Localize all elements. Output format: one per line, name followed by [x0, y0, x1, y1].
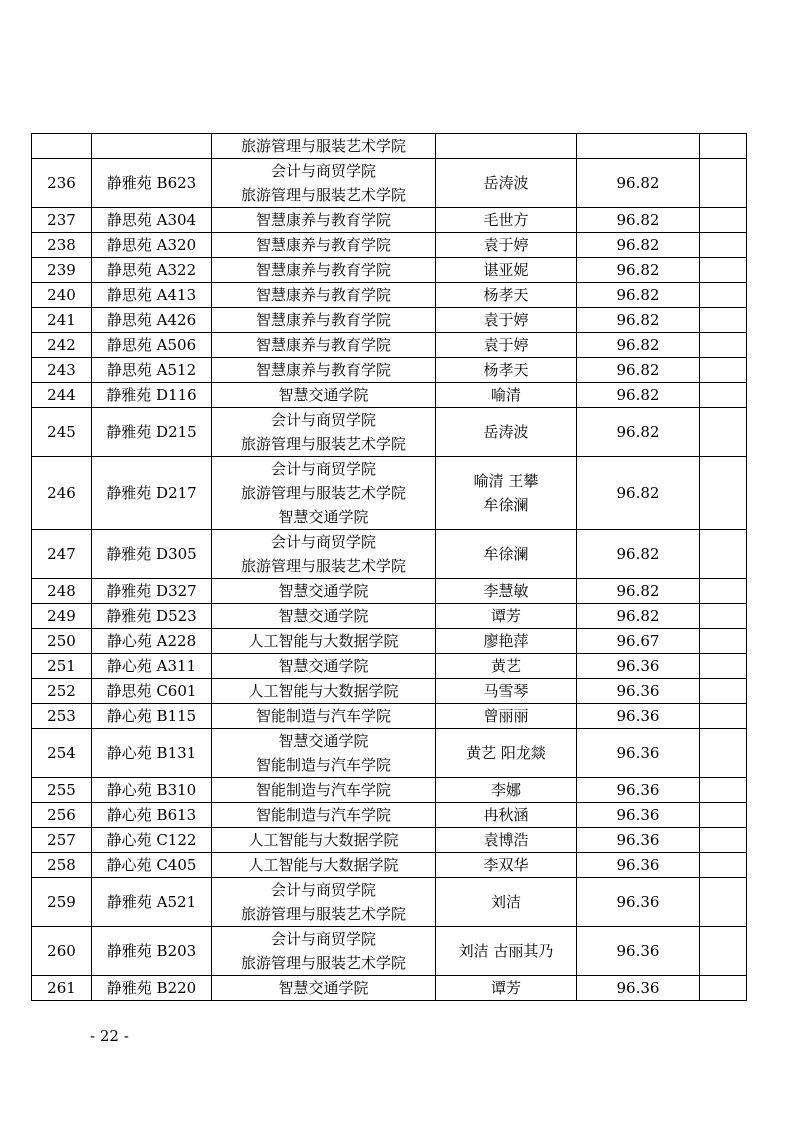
- dorm-room-cell: 静雅苑 D116: [92, 383, 212, 408]
- responsible-person-cell: [436, 159, 577, 208]
- responsible-person-cell-line: 袁于婷: [483, 236, 529, 254]
- college-cell-line: 人工智能与大数据学院: [248, 831, 399, 849]
- row-number-cell: 252: [32, 679, 92, 704]
- remark-cell: [700, 333, 747, 358]
- remark-cell: [700, 233, 747, 258]
- college-cell-line: 会计与商贸学院: [270, 881, 376, 899]
- score-cell: 96.82: [577, 333, 700, 358]
- score-cell: 96.36: [577, 828, 700, 853]
- college-cell: [212, 853, 436, 878]
- responsible-person-cell: [436, 803, 577, 828]
- college-cell-line: 会计与商贸学院: [270, 930, 376, 948]
- row-number-cell: [32, 134, 92, 159]
- dorm-room-cell: 静心苑 A311: [92, 654, 212, 679]
- college-cell-line: 旅游管理与服装艺术学院: [240, 137, 406, 155]
- remark-cell: [700, 308, 747, 333]
- responsible-person-cell: [436, 258, 577, 283]
- responsible-person-cell-line: 黄艺 阳龙燚: [466, 744, 546, 762]
- dorm-room-cell: 静雅苑 B623: [92, 159, 212, 208]
- responsible-person-cell: [436, 358, 577, 383]
- dorm-room-cell: 静雅苑 B220: [92, 976, 212, 1001]
- dorm-room-cell: [92, 134, 212, 159]
- row-number-cell: 259: [32, 878, 92, 927]
- score-cell: 96.36: [577, 878, 700, 927]
- college-cell-line: 会计与商贸学院: [270, 411, 376, 429]
- responsible-person-cell-line: 牟徐澜: [483, 545, 529, 563]
- dorm-room-cell: 静心苑 C122: [92, 828, 212, 853]
- dorm-room-cell: 静心苑 C405: [92, 853, 212, 878]
- college-cell: [212, 654, 436, 679]
- score-cell: 96.36: [577, 704, 700, 729]
- table-row: [32, 927, 747, 976]
- college-cell-line: 智能制造与汽车学院: [255, 707, 391, 725]
- dorm-room-cell: 静雅苑 A521: [92, 878, 212, 927]
- college-cell-line: 人工智能与大数据学院: [248, 682, 399, 700]
- college-cell: [212, 976, 436, 1001]
- responsible-person-cell: [436, 704, 577, 729]
- responsible-person-cell-line: 曾丽丽: [483, 707, 529, 725]
- score-cell: 96.36: [577, 729, 700, 778]
- remark-cell: [700, 134, 747, 159]
- dorm-room-cell: 静思苑 A512: [92, 358, 212, 383]
- responsible-person-cell-line: 刘洁: [490, 893, 521, 911]
- college-cell-line: 智慧康养与教育学院: [255, 361, 391, 379]
- dorm-room-cell: 静雅苑 D327: [92, 579, 212, 604]
- college-cell: [212, 159, 436, 208]
- score-cell: 96.36: [577, 803, 700, 828]
- college-cell-line: 智慧交通学院: [278, 582, 369, 600]
- table-row: [32, 233, 747, 258]
- college-cell-line: 智慧交通学院: [278, 386, 369, 404]
- college-cell-line: 人工智能与大数据学院: [248, 856, 399, 874]
- college-cell: [212, 333, 436, 358]
- row-number-cell: 244: [32, 383, 92, 408]
- score-cell: 96.36: [577, 654, 700, 679]
- college-cell-line: 智慧康养与教育学院: [255, 261, 391, 279]
- row-number-cell: 257: [32, 828, 92, 853]
- college-cell: [212, 878, 436, 927]
- dorm-room-cell: 静思苑 A413: [92, 283, 212, 308]
- table-row: [32, 258, 747, 283]
- responsible-person-cell-line: 杨孝天: [483, 286, 529, 304]
- responsible-person-cell: [436, 828, 577, 853]
- college-cell: [212, 629, 436, 654]
- score-cell: [577, 134, 700, 159]
- table-row: [32, 803, 747, 828]
- page-number: - 22 -: [90, 1027, 129, 1045]
- college-cell: [212, 679, 436, 704]
- dorm-room-cell: 静思苑 A320: [92, 233, 212, 258]
- college-cell-line: 旅游管理与服装艺术学院: [240, 905, 406, 923]
- table-row: [32, 853, 747, 878]
- dorm-room-cell: 静思苑 A304: [92, 208, 212, 233]
- row-number-cell: 250: [32, 629, 92, 654]
- table-row: [32, 383, 747, 408]
- remark-cell: [700, 679, 747, 704]
- responsible-person-cell-line: 杨孝天: [483, 361, 529, 379]
- remark-cell: [700, 803, 747, 828]
- responsible-person-cell-line: 谌亚妮: [483, 261, 529, 279]
- row-number-cell: 246: [32, 457, 92, 530]
- responsible-person-cell-line: 李双华: [483, 856, 529, 874]
- dorm-room-cell: 静心苑 B115: [92, 704, 212, 729]
- remark-cell: [700, 283, 747, 308]
- row-number-cell: 255: [32, 778, 92, 803]
- responsible-person-cell-line: 谭芳: [490, 979, 521, 997]
- responsible-person-cell-line: 毛世方: [483, 211, 529, 229]
- row-number-cell: 243: [32, 358, 92, 383]
- remark-cell: [700, 927, 747, 976]
- remark-cell: [700, 629, 747, 654]
- dorm-room-cell: 静思苑 C601: [92, 679, 212, 704]
- table-row: [32, 579, 747, 604]
- dorm-room-cell: 静雅苑 D523: [92, 604, 212, 629]
- college-cell-line: 智慧交通学院: [278, 979, 369, 997]
- responsible-person-cell-line: 牟徐澜: [483, 496, 529, 514]
- remark-cell: [700, 604, 747, 629]
- responsible-person-cell: [436, 233, 577, 258]
- college-cell: [212, 258, 436, 283]
- table-row: [32, 654, 747, 679]
- dorm-room-cell: 静心苑 A228: [92, 629, 212, 654]
- college-cell-line: 旅游管理与服装艺术学院: [240, 484, 406, 502]
- college-cell-line: 智慧康养与教育学院: [255, 311, 391, 329]
- remark-cell: [700, 258, 747, 283]
- college-cell-line: 旅游管理与服装艺术学院: [240, 435, 406, 453]
- college-cell: [212, 457, 436, 530]
- dorm-room-cell: 静雅苑 D215: [92, 408, 212, 457]
- college-cell-line: 旅游管理与服装艺术学院: [240, 954, 406, 972]
- college-cell-line: 智慧交通学院: [278, 508, 369, 526]
- table-row: [32, 530, 747, 579]
- remark-cell: [700, 208, 747, 233]
- college-cell: [212, 927, 436, 976]
- row-number-cell: 242: [32, 333, 92, 358]
- table-row: [32, 333, 747, 358]
- responsible-person-cell: [436, 134, 577, 159]
- responsible-person-cell-line: 袁于婷: [483, 336, 529, 354]
- responsible-person-cell-line: 李娜: [490, 781, 521, 799]
- college-cell: [212, 134, 436, 159]
- responsible-person-cell-line: 黄艺: [490, 657, 521, 675]
- remark-cell: [700, 530, 747, 579]
- dorm-room-cell: 静思苑 A506: [92, 333, 212, 358]
- table-row: [32, 828, 747, 853]
- college-cell-line: 智慧交通学院: [278, 732, 369, 750]
- remark-cell: [700, 878, 747, 927]
- score-cell: 96.82: [577, 308, 700, 333]
- dorm-room-cell: 静思苑 A322: [92, 258, 212, 283]
- dorm-room-cell: 静心苑 B613: [92, 803, 212, 828]
- score-cell: 96.82: [577, 258, 700, 283]
- remark-cell: [700, 408, 747, 457]
- college-cell-line: 智慧康养与教育学院: [255, 286, 391, 304]
- table-row: [32, 679, 747, 704]
- dorm-room-cell: 静心苑 B310: [92, 778, 212, 803]
- college-cell-line: 会计与商贸学院: [270, 162, 376, 180]
- college-cell-line: 智慧康养与教育学院: [255, 211, 391, 229]
- row-number-cell: 248: [32, 579, 92, 604]
- score-cell: 96.82: [577, 408, 700, 457]
- table-body: [32, 134, 747, 1001]
- remark-cell: [700, 729, 747, 778]
- row-number-cell: 261: [32, 976, 92, 1001]
- responsible-person-cell: [436, 383, 577, 408]
- table-row: [32, 159, 747, 208]
- responsible-person-cell: [436, 976, 577, 1001]
- responsible-person-cell: [436, 283, 577, 308]
- row-number-cell: 256: [32, 803, 92, 828]
- score-cell: 96.36: [577, 778, 700, 803]
- remark-cell: [700, 654, 747, 679]
- college-cell: [212, 383, 436, 408]
- row-number-cell: 251: [32, 654, 92, 679]
- table-row: [32, 704, 747, 729]
- score-cell: 96.36: [577, 976, 700, 1001]
- score-cell: 96.82: [577, 579, 700, 604]
- college-cell: [212, 408, 436, 457]
- responsible-person-cell-line: 马雪琴: [483, 682, 529, 700]
- responsible-person-cell: [436, 927, 577, 976]
- remark-cell: [700, 778, 747, 803]
- responsible-person-cell-line: 廖艳萍: [483, 632, 529, 650]
- table-row: [32, 208, 747, 233]
- college-cell: [212, 283, 436, 308]
- college-cell-line: 智慧交通学院: [278, 657, 369, 675]
- dorm-room-cell: 静思苑 A426: [92, 308, 212, 333]
- college-cell: [212, 604, 436, 629]
- responsible-person-cell: [436, 333, 577, 358]
- dorm-room-cell: 静雅苑 D305: [92, 530, 212, 579]
- college-cell: [212, 530, 436, 579]
- responsible-person-cell-line: 岳涛波: [483, 423, 529, 441]
- score-cell: 96.82: [577, 159, 700, 208]
- remark-cell: [700, 383, 747, 408]
- college-cell-line: 智能制造与汽车学院: [255, 756, 391, 774]
- score-cell: 96.82: [577, 383, 700, 408]
- table-row: [32, 729, 747, 778]
- dorm-room-cell: 静雅苑 D217: [92, 457, 212, 530]
- dorm-room-cell: 静心苑 B131: [92, 729, 212, 778]
- responsible-person-cell: [436, 457, 577, 530]
- college-cell-line: 人工智能与大数据学院: [248, 632, 399, 650]
- score-cell: 96.82: [577, 233, 700, 258]
- responsible-person-cell-line: 袁博浩: [483, 831, 529, 849]
- dorm-room-cell: 静雅苑 B203: [92, 927, 212, 976]
- row-number-cell: 240: [32, 283, 92, 308]
- score-cell: 96.82: [577, 283, 700, 308]
- responsible-person-cell: [436, 629, 577, 654]
- college-cell: [212, 803, 436, 828]
- college-cell: [212, 828, 436, 853]
- row-number-cell: 238: [32, 233, 92, 258]
- college-cell: [212, 579, 436, 604]
- college-cell-line: 智慧康养与教育学院: [255, 236, 391, 254]
- responsible-person-cell: [436, 604, 577, 629]
- college-cell: [212, 233, 436, 258]
- score-cell: 96.82: [577, 457, 700, 530]
- responsible-person-cell-line: 岳涛波: [483, 174, 529, 192]
- score-cell: 96.67: [577, 629, 700, 654]
- table-row: [32, 134, 747, 159]
- college-cell-line: 智能制造与汽车学院: [255, 781, 391, 799]
- college-cell: [212, 308, 436, 333]
- table-row: [32, 604, 747, 629]
- college-cell: [212, 729, 436, 778]
- responsible-person-cell: [436, 853, 577, 878]
- remark-cell: [700, 828, 747, 853]
- responsible-person-cell: [436, 208, 577, 233]
- college-cell-line: 会计与商贸学院: [270, 533, 376, 551]
- table-row: [32, 457, 747, 530]
- row-number-cell: 237: [32, 208, 92, 233]
- responsible-person-cell: [436, 679, 577, 704]
- responsible-person-cell: [436, 530, 577, 579]
- score-cell: 96.36: [577, 853, 700, 878]
- remark-cell: [700, 853, 747, 878]
- row-number-cell: 236: [32, 159, 92, 208]
- row-number-cell: 258: [32, 853, 92, 878]
- responsible-person-cell: [436, 654, 577, 679]
- college-cell-line: 智慧交通学院: [278, 607, 369, 625]
- row-number-cell: 249: [32, 604, 92, 629]
- table-row: [32, 976, 747, 1001]
- college-cell-line: 旅游管理与服装艺术学院: [240, 186, 406, 204]
- responsible-person-cell-line: 喻清 王攀: [473, 472, 539, 490]
- responsible-person-cell: [436, 579, 577, 604]
- row-number-cell: 241: [32, 308, 92, 333]
- table-row: [32, 308, 747, 333]
- responsible-person-cell-line: 袁于婷: [483, 311, 529, 329]
- remark-cell: [700, 358, 747, 383]
- remark-cell: [700, 704, 747, 729]
- responsible-person-cell-line: 喻清: [490, 386, 521, 404]
- score-cell: 96.36: [577, 927, 700, 976]
- remark-cell: [700, 457, 747, 530]
- table-row: [32, 878, 747, 927]
- college-cell: [212, 208, 436, 233]
- college-cell-line: 智慧康养与教育学院: [255, 336, 391, 354]
- responsible-person-cell: [436, 778, 577, 803]
- table-row: [32, 629, 747, 654]
- row-number-cell: 245: [32, 408, 92, 457]
- score-cell: 96.82: [577, 208, 700, 233]
- college-cell: [212, 778, 436, 803]
- row-number-cell: 239: [32, 258, 92, 283]
- remark-cell: [700, 159, 747, 208]
- college-cell-line: 智能制造与汽车学院: [255, 806, 391, 824]
- remark-cell: [700, 976, 747, 1001]
- responsible-person-cell-line: 李慧敏: [483, 582, 529, 600]
- responsible-person-cell: [436, 878, 577, 927]
- table-row: [32, 408, 747, 457]
- college-cell-line: 会计与商贸学院: [270, 460, 376, 478]
- score-cell: 96.82: [577, 358, 700, 383]
- responsible-person-cell: [436, 408, 577, 457]
- table-row: [32, 283, 747, 308]
- responsible-person-cell-line: 谭芳: [490, 607, 521, 625]
- responsible-person-cell: [436, 308, 577, 333]
- remark-cell: [700, 579, 747, 604]
- table-row: [32, 778, 747, 803]
- college-cell-line: 旅游管理与服装艺术学院: [240, 557, 406, 575]
- row-number-cell: 253: [32, 704, 92, 729]
- score-cell: 96.36: [577, 679, 700, 704]
- row-number-cell: 260: [32, 927, 92, 976]
- responsible-person-cell-line: 刘洁 古丽其乃: [458, 942, 554, 960]
- table-row: [32, 358, 747, 383]
- responsible-person-cell: [436, 729, 577, 778]
- responsible-person-cell-line: 冉秋涵: [483, 806, 529, 824]
- college-cell: [212, 704, 436, 729]
- college-cell: [212, 358, 436, 383]
- row-number-cell: 254: [32, 729, 92, 778]
- dormitory-score-table: [31, 133, 747, 1001]
- score-cell: 96.82: [577, 530, 700, 579]
- score-cell: 96.82: [577, 604, 700, 629]
- row-number-cell: 247: [32, 530, 92, 579]
